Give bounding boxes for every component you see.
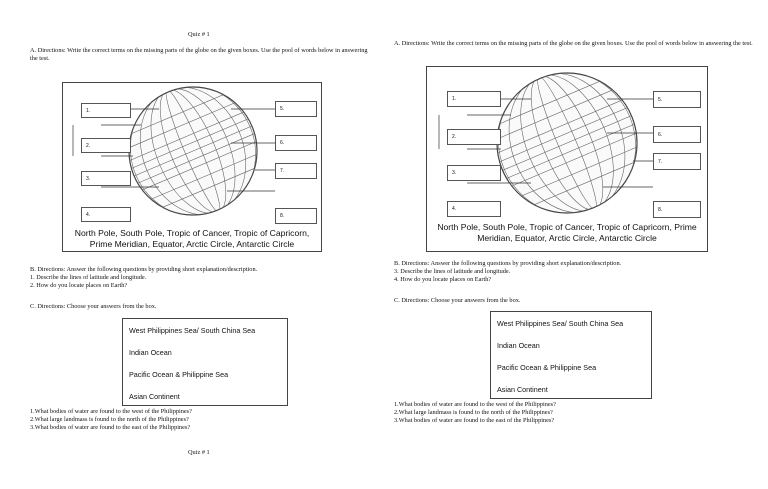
choice-item: Indian Ocean xyxy=(497,341,540,350)
part-b-question-3: 3. Describe the lines of latitude and longitude. xyxy=(394,268,511,275)
part-a-directions: A. Directions: Write the correct terms on the missing parts of the globe on the given boxes. Use the pool of words below in answering the test. xyxy=(30,47,368,62)
answer-box-3[interactable] xyxy=(81,171,131,186)
choice-item: Asian Continent xyxy=(129,392,180,401)
answer-box-8[interactable] xyxy=(653,201,701,218)
answer-box-2[interactable] xyxy=(447,129,501,145)
answer-box-8[interactable] xyxy=(275,208,317,224)
part-b-directions: B. Directions: Answer the following questions by providing short explanation/description. xyxy=(394,260,622,267)
answer-box-1[interactable] xyxy=(447,91,501,107)
globe-figure xyxy=(62,82,322,252)
answer-box-label: 7. xyxy=(658,158,663,165)
answer-box-label: 7. xyxy=(280,168,285,174)
answer-box-3[interactable] xyxy=(447,165,501,181)
choice-item: Pacific Ocean & Philippine Sea xyxy=(129,370,229,379)
choice-item: West Philippines Sea/ South China Sea xyxy=(129,326,256,335)
answer-box-label: 4. xyxy=(452,206,457,212)
answer-box-5[interactable] xyxy=(275,101,317,117)
answer-box-6[interactable] xyxy=(653,126,701,143)
answer-box-label: 3. xyxy=(86,175,91,182)
answer-box-label: 6. xyxy=(280,140,285,146)
footer-quiz-title: Quiz # 1 xyxy=(188,449,210,456)
answer-box-1[interactable] xyxy=(81,103,131,118)
choice-item: Indian Ocean xyxy=(129,348,172,357)
answer-box-label: 2. xyxy=(86,142,91,149)
part-c-directions: C. Directions: Choose your answers from the box. xyxy=(30,303,157,310)
quiz-title: Quiz # 1 xyxy=(188,31,210,38)
part-c-question-1: 1.What bodies of water are found to the west of the Philippines? xyxy=(30,408,192,415)
answer-box-label: 2. xyxy=(452,134,457,140)
answer-box-label: 1. xyxy=(452,96,457,102)
part-b-directions: B. Directions: Answer the following questions by providing short explanation/description. xyxy=(30,266,258,273)
answer-box-6[interactable] xyxy=(275,135,317,151)
answer-box-label: 8. xyxy=(280,213,285,219)
word-pool: North Pole, South Pole, Tropic of Cancer, Tropic of Capricorn, Prime Meridian, Equator, Arctic Circle, Antarctic Circle xyxy=(437,222,697,243)
answer-box-4[interactable] xyxy=(447,201,501,217)
answer-box-label: 1. xyxy=(86,107,91,114)
choice-item: West Philippines Sea/ South China Sea xyxy=(497,319,624,328)
answer-box-label: 6. xyxy=(658,131,663,138)
choice-item: Pacific Ocean & Philippine Sea xyxy=(497,363,597,372)
part-b-question-4: 4. How do you locate places on Earth? xyxy=(394,276,492,283)
part-c-question-1: 1.What bodies of water are found to the west of the Philippines? xyxy=(394,401,556,408)
word-pool: North Pole, South Pole, Tropic of Cancer, Tropic of Capricorn, Prime Meridian, Equator, Arctic Circle, Antarctic Circle xyxy=(74,228,310,249)
part-c-question-3: 3.What bodies of water are found to the east of the Philippines? xyxy=(30,424,191,431)
part-b-question-1: 1. Describe the lines of latitude and longitude. xyxy=(30,274,147,281)
part-b-question-2: 2. How do you locate places on Earth? xyxy=(30,282,128,289)
answer-box-label: 8. xyxy=(658,206,663,213)
answer-box-label: 3. xyxy=(452,170,457,176)
globe-figure xyxy=(426,66,708,252)
part-c-question-2: 2.What large landmass is found to the north of the Philippines? xyxy=(30,416,189,423)
choice-item: Asian Continent xyxy=(497,385,548,394)
right-quiz-page xyxy=(384,0,768,489)
part-c-directions: C. Directions: Choose your answers from the box. xyxy=(394,297,521,304)
answer-box-7[interactable] xyxy=(653,153,701,170)
answer-box-2[interactable] xyxy=(81,138,131,153)
part-a-directions: A. Directions: Write the correct terms on the missing parts of the globe on the given boxes. Use the pool of words below in answering the test. xyxy=(394,40,753,47)
choice-box xyxy=(122,318,288,406)
part-c-question-3: 3.What bodies of water are found to the east of the Philippines? xyxy=(394,417,555,424)
answer-box-4[interactable] xyxy=(81,207,131,222)
answer-box-5[interactable] xyxy=(653,91,701,108)
answer-box-label: 4. xyxy=(86,211,91,218)
answer-box-label: 5. xyxy=(658,96,663,103)
answer-box-label: 5. xyxy=(280,106,285,112)
part-c-question-2: 2.What large landmass is found to the north of the Philippines? xyxy=(394,409,553,416)
choice-box xyxy=(490,311,652,399)
answer-box-7[interactable] xyxy=(275,163,317,179)
